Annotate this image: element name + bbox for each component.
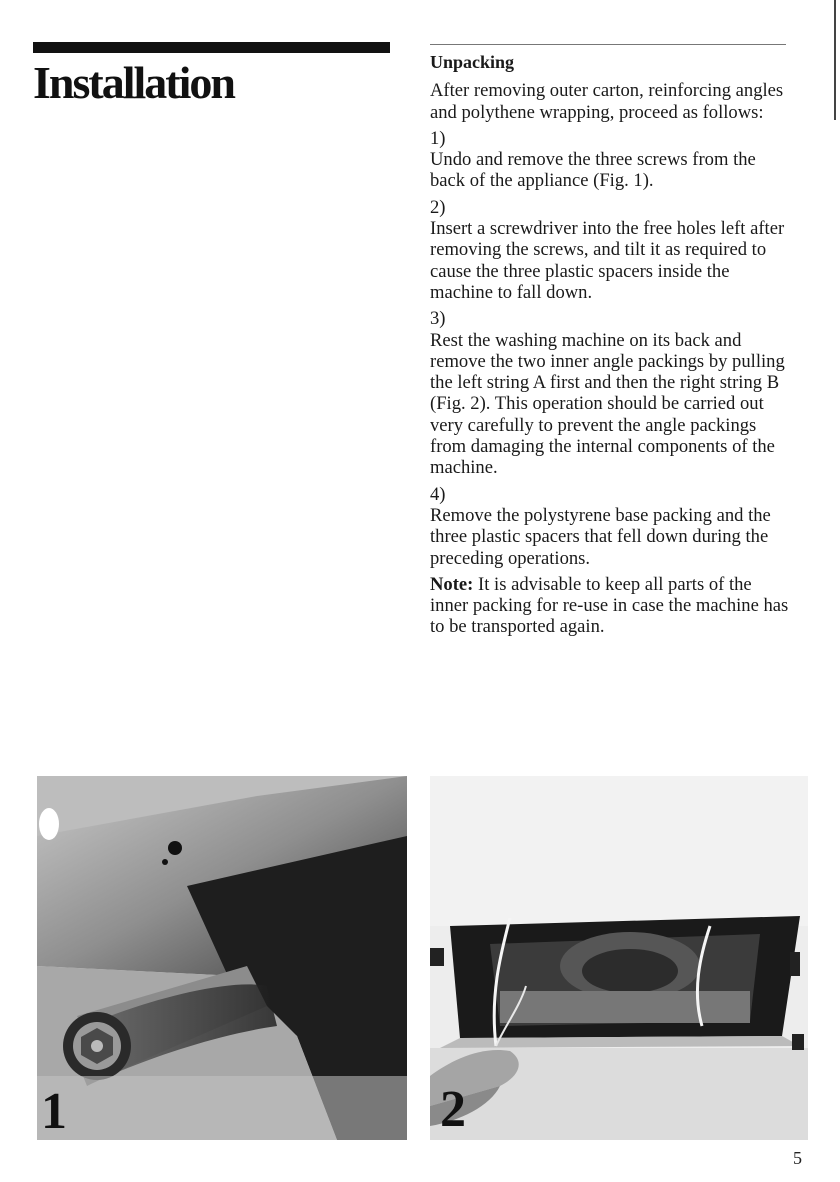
step-number: 2) bbox=[430, 196, 446, 218]
note-text: It is advisable to keep all parts of the inner packing for re-use in case the machine has to be transported again. bbox=[430, 573, 789, 638]
step-text: Rest the washing machine on its back and remove the two inner angle packings by pulling the left string A first and then the right string B (Fig. 2). This operation should be carried out very carefully to prevent the angle packings from damaging the internal components of the machine. bbox=[430, 329, 785, 479]
note-label: Note: bbox=[430, 573, 474, 595]
step-text: Undo and remove the three screws from the back of the appliance (Fig. 1). bbox=[430, 149, 756, 192]
step-3 bbox=[430, 308, 792, 478]
figure-1-illustration bbox=[37, 776, 407, 1140]
page-edge-line bbox=[834, 0, 836, 120]
figure-2-illustration bbox=[430, 776, 808, 1140]
page-number: 5 bbox=[793, 1148, 802, 1168]
figure-2-photo bbox=[430, 776, 808, 1140]
column-rule bbox=[430, 44, 786, 45]
unpacking-heading: Unpacking bbox=[430, 52, 515, 72]
figure-1-number: 1 bbox=[41, 1083, 67, 1140]
step-1 bbox=[430, 128, 792, 192]
section-title: Installation bbox=[33, 57, 234, 108]
title-bar-rule bbox=[33, 42, 390, 53]
step-text: Remove the polystyrene base packing and the three plastic spacers that fell down during the preceding operations. bbox=[430, 504, 771, 569]
step-text: Insert a screwdriver into the free holes left after removing the screws, and tilt it as required to cause the three plastic spacers inside the machine to fall down. bbox=[430, 218, 785, 303]
note-paragraph bbox=[430, 574, 792, 638]
step-2 bbox=[430, 197, 792, 303]
step-number: 1) bbox=[430, 127, 446, 149]
unpacking-section bbox=[430, 52, 792, 643]
figure-2-number: 2 bbox=[440, 1081, 466, 1138]
step-number: 4) bbox=[430, 483, 446, 505]
intro-paragraph: After removing outer carton, reinforcing angles and polythene wrapping, proceed as follows: bbox=[430, 80, 784, 123]
figure-1-photo bbox=[37, 776, 407, 1140]
step-4 bbox=[430, 484, 792, 569]
step-number: 3) bbox=[430, 308, 446, 330]
